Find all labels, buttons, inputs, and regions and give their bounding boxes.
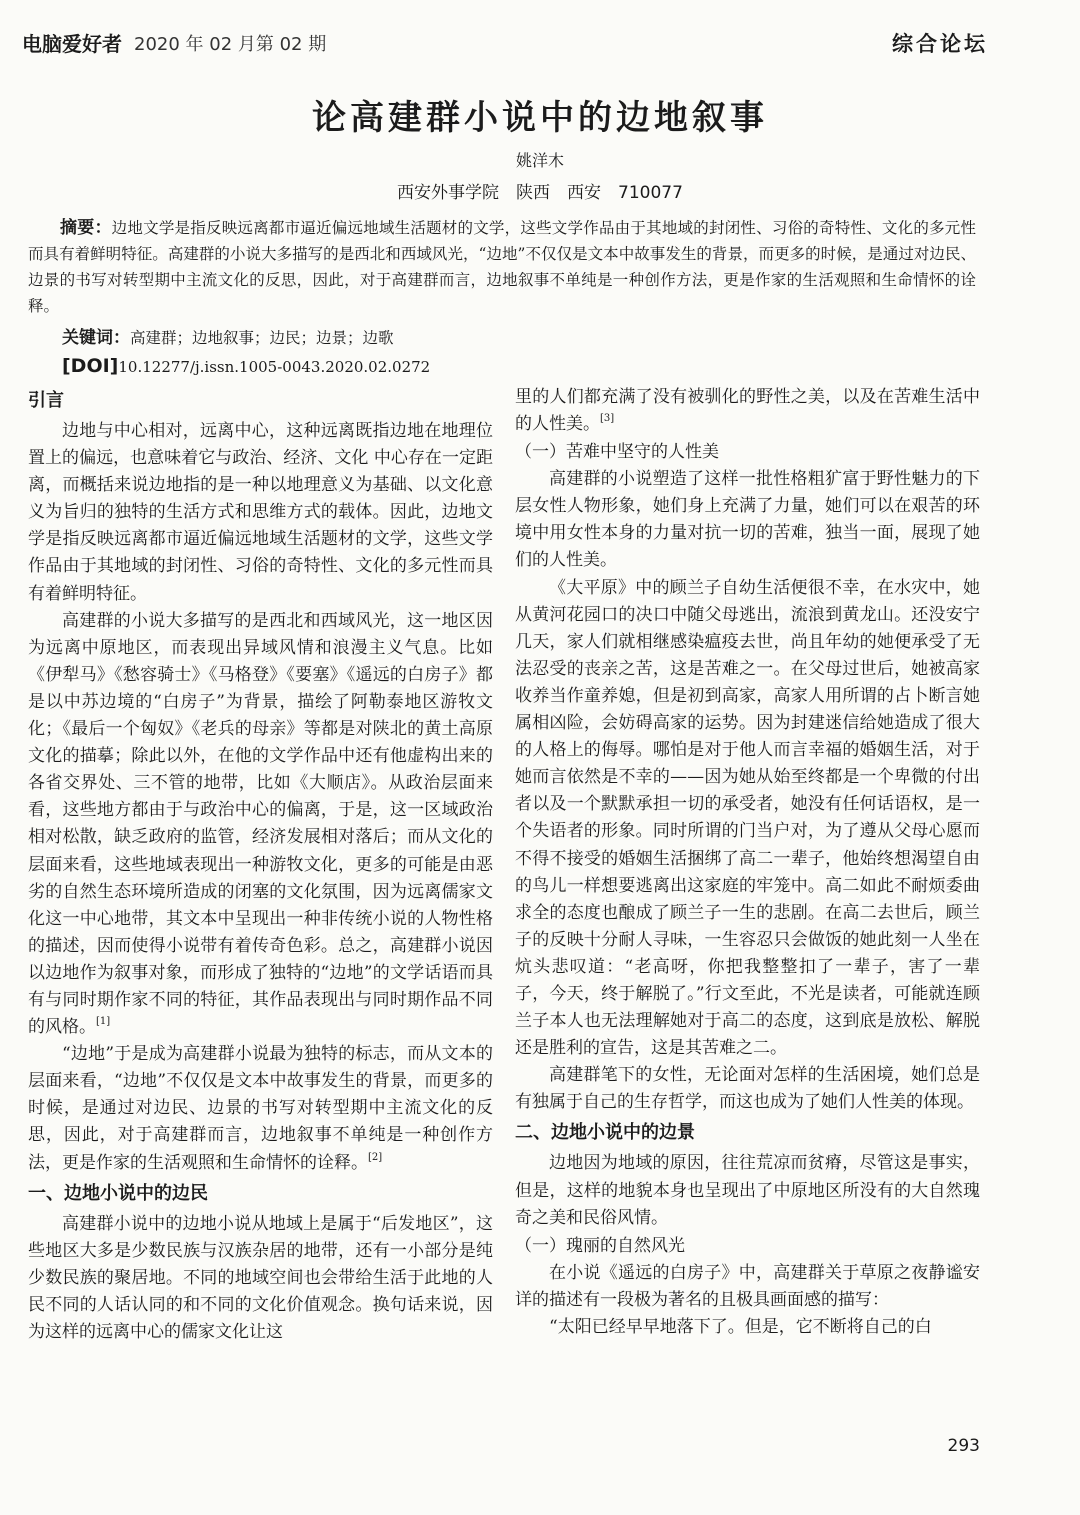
intro-paragraph-3	[28, 1041, 493, 1176]
subsection-1-1-paragraph-1: 高建群的小说塑造了这样一批性格粗犷富于野性魅力的下层女性人物形象，她们身上充满了力量，她们可以在艰苦的环境中用女性本身的力量对抗一切的苦难，独当一面，展现了她们的人性美。	[515, 469, 980, 571]
author: 姚洋木	[515, 151, 564, 170]
subsection-1-1-paragraph-3: 高建群笔下的女性，无论面对怎样的生活困境，她们总是有独属于自己的生存哲学，而这也成为了她们人性美的体现。	[515, 1065, 980, 1113]
section-1-paragraph-1: 高建群小说中的边地小说从地域上是属于“后发地区”，这些地区大多是少数民族与汉族杂居的地带，还有一小部分是纯少数民族的聚居地。不同的地域空间也会带给生活于此地的人民不同的人话认同的和不同的文化价值观念。换句话来说，因为这样的远离中心的儒家文化让这	[28, 1213, 493, 1342]
keywords-label: 关键词：	[62, 328, 130, 348]
issue-info: 2020 年 02 月第 02 期	[134, 34, 327, 55]
keywords-text: 高建群；边地叙事；边民；边景；边歌	[130, 329, 394, 347]
doi	[62, 352, 962, 381]
page-number: 293	[947, 1436, 980, 1456]
subsection-2-1-paragraph-2: “太阳已经早早地落下了。但是，它不断将自己的白	[549, 1316, 932, 1337]
page-header	[22, 28, 988, 58]
section-1-paragraph-1-continued	[515, 384, 980, 438]
subsection-1-1-heading: （一）苦难中坚守的人性美	[515, 442, 719, 463]
section-1-paragraph-1-continued-text: 里的人们都充满了没有被驯化的野性之美，以及在苦难生活中的人性美。	[515, 387, 980, 435]
intro-paragraph-1: 边地与中心相对，远离中心，这种远离既指边地在地理位置上的偏远，也意味着它与政治、经济、文化 中心存在一定距离，而概括来说边地指的是一种以地理意义为基础、以文化意义为旨归的独特的生活方式和思维方式的载体。因此，边地文学是指反映远离都市逼近偏远地域生活题材的文学，这些文学作品由于其地域的封闭性、习俗的奇特性、文化的多元性而具有着鲜明特征。	[28, 421, 493, 604]
section-name: 综合论坛	[892, 31, 988, 56]
citation-3: [3]	[600, 413, 615, 425]
doi-label: [DOI]	[62, 355, 119, 377]
section-2-paragraph-1: 边地因为地域的原因，往往荒凉而贫瘠，尽管这是事实，但是，这样的地貌本身也呈现出了中原地区所没有的大自然瑰奇之美和民俗风情。	[515, 1153, 980, 1228]
section-2-heading: 二、边地小说中的边景	[515, 1122, 695, 1144]
doi-text: 10.12277/j.issn.1005-0043.2020.02.0272	[118, 358, 431, 376]
journal-name: 电脑爱好者	[22, 32, 122, 56]
subsection-2-1-heading: （一）瑰丽的自然风光	[515, 1235, 685, 1256]
right-column	[515, 384, 980, 1341]
abstract-text: 边地文学是指反映远离都市逼近偏远地域生活题材的文学，这些文学作品由于其地域的封闭性、习俗的奇特性、文化的多元性而具有着鲜明特征。高建群的小说大多描写的是西北和西域风光，“边地”不仅仅是文本中故事发生的背景，而更多的时候，是通过对边民、边景的书写对转型期中主流文化的反思，因此，对于高建群而言，边地叙事不单纯是一种创作方法，更是作家的生活观照和生命情怀的诠释。	[28, 219, 977, 315]
intro-heading: 引言	[28, 390, 64, 411]
abstract	[28, 215, 976, 319]
abstract-label: 摘要：	[60, 218, 112, 238]
article-title: 论高建群小说中的边地叙事	[312, 98, 768, 138]
subsection-2-1-paragraph-1: 在小说《遥远的白房子》中，高建群关于草原之夜静谧安详的描述有一段极为著名的且极具画面感的描写：	[515, 1262, 980, 1310]
citation-2: [2]	[368, 1151, 383, 1163]
intro-paragraph-2-text: 高建群的小说大多描写的是西北和西域风光，这一地区因为远离中原地区，而表现出异域风情和浪漫主义气息。比如《伊犁马》《愁容骑士》《马格登》《要塞》《遥远的白房子》都是以中苏边境的“白房子”为背景，描绘了阿勒泰地区游牧文化；《最后一个匈奴》《老兵的母亲》等都是对陕北的黄土高原文化的描摹；除此以外，在他的文学作品中还有他虚构出来的各省交界处、三不管的地带，比如《大顺店》。从政治层面来看，这些地方都由于与政治中心的偏离，于是，这一区域政治相对松散，缺乏政府的监管，经济发展相对落后；而从文化的层面来看，这些地域表现出一种游牧文化，更多的可能是由恶劣的自然生态环境所造成的闭塞的文化氛围，因为远离儒家文化这一中心地带，其文本中呈现出一种非传统小说的人物性格的描述，因而使得小说带有着传奇色彩。总之，高建群小说因以边地作为叙事对象，而形成了独特的“边地”的文学话语而具有与同时期作家不同的特征，其作品表现出与同时期作品不同的风格。	[28, 610, 493, 1038]
section-1-heading: 一、边地小说中的边民	[28, 1182, 208, 1204]
citation-1: [1]	[96, 1016, 111, 1028]
keywords	[62, 325, 962, 351]
subsection-1-1-paragraph-2: 《大平原》中的顾兰子自幼生活便很不幸，在水灾中，她从黄河花园口的决口中随父母逃出，流浪到黄龙山。还没安宁几天，家人们就相继感染瘟疫去世，尚且年幼的她便承受了无法忍受的丧亲之苦，这是苦难之一。在父母过世后，她被高家收养当作童养媳，但是初到高家，高家人用所谓的占卜断言她属相凶险，会妨碍高家的运势。因为封建迷信给她造成了很大的人格上的侮辱。哪怕是对于他人而言幸福的婚姻生活，对于她而言依然是不幸的——因为她从始至终都是一个卑微的付出者以及一个默默承担一切的承受者，她没有任何话语权，是一个失语者的形象。同时所谓的门当户对，为了遵从父母心愿而不得不接受的婚姻生活捆绑了高二一辈子，他始终想渴望自由的鸟儿一样想要逃离出这家庭的牢笼中。高二如此不耐烦委曲求全的态度也酿成了顾兰子一生的悲剧。在高二去世后，顾兰子的反映十分耐人寻味，一生容忍只会做饭的她此刻一人坐在炕头悲叹道：“老高呀，你把我整整扣了一辈子，害了一辈子，今天，终于解脱了。”行文至此，不光是读者，可能就连顾兰子本人也无法理解她对于高二的态度，这到底是放松、解脱还是胜利的宣告，这是其苦难之二。	[515, 577, 980, 1059]
left-column	[28, 384, 493, 1346]
intro-paragraph-3-text: “边地”于是成为高建群小说最为独特的标志，而从文本的层面来看，“边地”不仅仅是文本中故事发生的背景，而更多的时候，是通过对边民、边景的书写对转型期中主流文化的反思，因此，对于高建群而言，边地叙事不单纯是一种创作方法，更是作家的生活观照和生命情怀的诠释。	[28, 1044, 493, 1173]
intro-paragraph-2	[28, 608, 493, 1042]
affiliation: 西安外事学院 陕西 西安 710077	[397, 183, 683, 203]
